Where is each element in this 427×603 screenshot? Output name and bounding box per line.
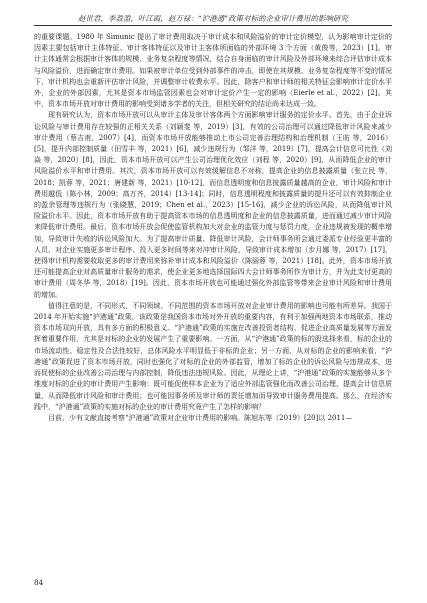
paragraph-3: 值得注意的是，不同形式、不同领域、不同范围的资本市场开放对企业审计费用的影响也可能有所差异。我国于 2014 年开始实施“沪港通”政策，该政策是我国资本市场对外开放的重要内容，有利于加强两地资本市场联系，推动资本市场双向开放，具有多方面的积极意义。“沪港通”政策的实施在改善投资者结构、促进企业高质量发展等方面发挥着重要作用，尤其是对标的企业的发展产生了重要影响。一方面，从“沪港通”政策的标的股选择来看，标的企业的市场流动性、稳定性及合法性较好，总体风险水平明显低于非标的企业；另一方面，从对标的企业的影响来看，“沪港通”政策促进了资本市场开放，同时也强化了对标的企业的外部监管，增加了标的企业的诉讼风险与违规成本，进而促使标的企业改善公司治理与内部控制，降低违法违规风险。因此，从理论上讲，“沪港通”政策的实施能够从多个维度对标的企业的审计费用产生影响：既可能促使样本企业为了适应外部监管强化而改善公司治理、提高会计信息质量，从而降低审计风险和审计费用；也可能因事务所及审计师的责任增加而导致审计服务费用提高。那么，在经济实践中，“沪港通”政策的实施对标的企业的审计费用究竟产生了怎样的影响？ — [34, 301, 392, 411]
paragraph-1: 的重要课题。1980 年 Simunic 提出了审计费用取决于审计成本和风险溢价的审计定价模型，认为影响审计定价的因素主要包括审计主体特征、审计客体特征以及审计主客体所面临的外部环境 3 个方面（黄俊等，2023）[1]。审计主体通常会根据审计客体的规模、业务复杂程度等情况，结合自身面临的审计风险及外部环境来综合评估审计成本与风险溢价，进而确定审计费用。如果被审计单位受到外部事件的冲击，即使在其规模、业务复杂程度等不变的情况下，审计机构也会重新评估审计风险，并调整审计收费水平。因此，除客户和审计师的相关特征会影响审计定价水平外，企业的外部因素，尤其是资本市场监管因素也会对审计定价产生一定的影响（Eierle et al.，2022）[2]。其中，资本市场开放对审计费用的影响受到诸多学者的关注，但相关研究的结论尚未达成一致。 — [34, 33, 392, 109]
header-rule — [34, 25, 392, 26]
paragraph-2: 现有研究认为，资本市场开放可以从审计主体及审计客体两个方面影响审计服务的定价水平。首先，由于企业诉讼风险与审计费用存在较强的正相关关系（刘颖斐 等，2019）[3]，有效的公司治理可以通过降低审计风险来减少审计费用（蔡吉甫，2007）[4]，而资本市场开放能够推动上市公司完善治理结构和治理机制（王昉 等，2016）[5]，提升内部控制质量（田雪丰 等，2021）[6]，减少违规行为（邹洋 等，2019）[7]，提高会计信息可比性（刘焱 等，2020）[8]，因此，资本市场开放可以产生公司治理优化效应（刘程 等，2020）[9]，从而降低企业的审计风险溢价水平和审计费用。其次，资本市场开放可以有效缓解信息不对称，提高企业的信息披露质量（张立民 等，2018；凯蓉 等，2021；唐建新 等，2021）[10-12]，而信息透明度和信息披露质量越高的企业，审计风险和审计费用越低（陈小林，2009；高万齐，2014）[13-14]；同时，信息透明程度和披露质量的提升还可以有效抑制企业的盈余管理等违规行为（张晓慧，2019；Chen et al.，2023）[15-16]，减少企业的诉讼风险，从而降低审计风险溢价水平。因此，资本市场开放有助于提高资本市场的信息透明度和企业的信息披露质量，进而通过减少审计风险来降低审计费用。最后，资本市场开放会促使监管机构加大对企业的监管力度与惩罚力度，企业违规被发现的概率增加，导致审计失败的诉讼风险加大。为了提高审计质量、降低审计风险，会计师事务所会通过委派专业经验更丰富的人员、对企业实施更多审计程序、投入更多时间等来对冲审计风险，导致审计成本增加（步月娜 等，2017）[17]，使得审计机构需要收取更多的审计费用来弥补审计成本和风险溢价（陈丽蓉 等，2021）[18]。此外，资本市场开放还可能提高企业对高质量审计服务的需求，使企业更多地选择国际四大会计师事务所作为审计方，并为此支付更高的审计费用（周冬华 等，2018）[19]。因此，资本市场开放也可能通过强化外部监管等带来企业审计风险和审计费用的增加。 — [34, 111, 392, 299]
paragraph-4: 目前，少有文献直接考察“沪港通”政策对企业审计费用的影响。陈旭东等（2019）[20]以 2011— — [48, 413, 353, 422]
running-header: 赵世君，李盈盈，叶江霞，赵万禄：“沪港通”政策对标的企业审计费用的影响研究 — [78, 14, 348, 23]
page-number: 84 — [34, 578, 44, 587]
article-body — [34, 32, 392, 424]
